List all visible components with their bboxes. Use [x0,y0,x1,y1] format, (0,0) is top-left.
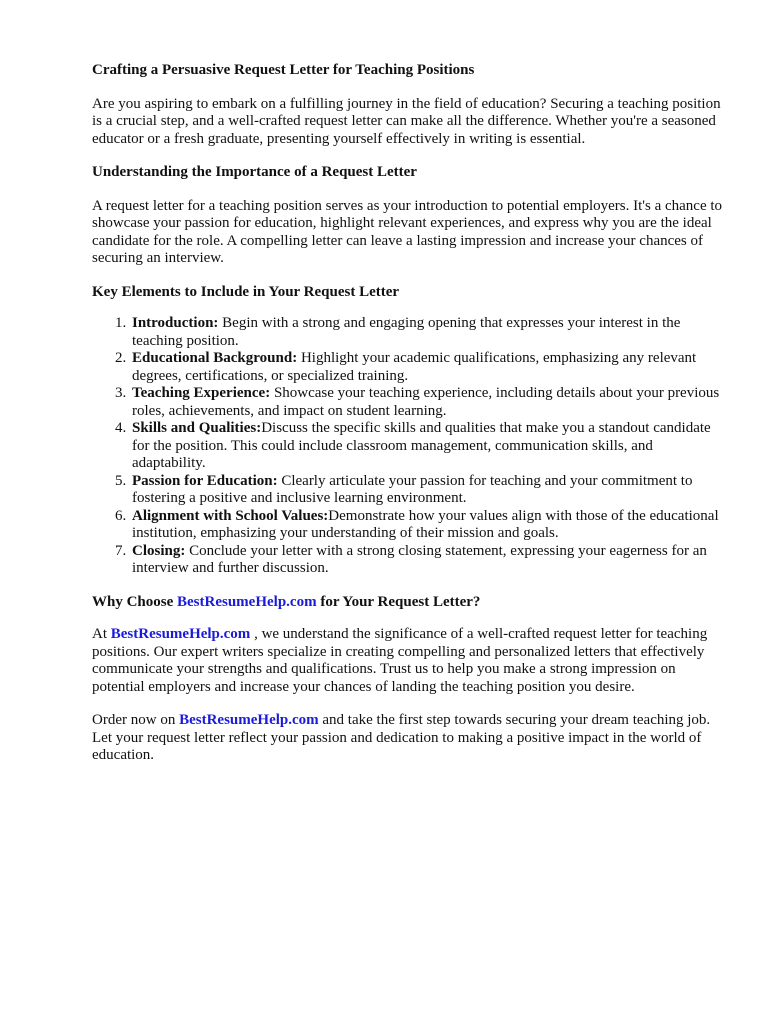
service-prefix: At [92,626,111,642]
intro-paragraph: Are you aspiring to embark on a fulfilling journey in the field of education? Securing a teaching position is a crucial step, and a well-crafted request letter can make all the difference. Whether you're a seasoned educator or a fresh graduate, presenting yourself effectively in writing is essential. [92,95,721,147]
elements-heading: Key Elements to Include in Your Request Letter [92,283,400,300]
list-item [130,473,728,508]
list-item [130,315,728,350]
elements-list [92,315,728,578]
why-heading-link[interactable]: BestResumeHelp.com [177,593,317,610]
list-item-text: Discuss the specific skills and qualities that make you a standout candidate for the position. This could include classroom management, communication skills, and adaptability. [132,420,711,471]
list-item-text: Showcase your teaching experience, including details about your previous roles, achievements, and impact on student learning. [132,385,720,419]
order-paragraph [92,712,728,765]
order-text: and take the first step towards securing your dream teaching job. Let your request letter reflect your passion and dedication to making a positive impact in the world of education. [92,712,711,763]
list-item-label: Educational Background: [132,350,298,366]
importance-heading: Understanding the Importance of a Request Letter [92,164,417,180]
list-item [130,350,728,385]
importance-paragraph: A request letter for a teaching position serves as your introduction to potential employers. It's a chance to showcase your passion for education, highlight relevant experiences, and express why you are the ideal candidate for the role. A compelling letter can leave a lasting impression and increase your chances of securing an interview. [92,197,723,266]
document-title: Crafting a Persuasive Request Letter for Teaching Positions [92,62,475,78]
order-link[interactable]: BestResumeHelp.com [179,712,319,728]
order-prefix: Order now on [92,712,180,728]
list-item-label: Teaching Experience: [132,385,271,401]
why-heading-suffix: for Your Request Letter? [316,593,481,610]
list-item-text: Demonstrate how your values align with those of the educational institution, emphasizing your understanding of their mission and goals. [132,507,719,541]
list-item-label: Passion for Education: [132,472,278,489]
list-item-label: Skills and Qualities: [132,420,262,436]
list-item-text: Begin with a strong and engaging opening that expresses your interest in the teaching position. [132,315,681,349]
service-paragraph [92,626,728,696]
service-text: , we understand the significance of a well-crafted request letter for teaching positions. Our expert writers specialize in creating compelling and personalized letters that effectively communicate your strengths and qualifications. Trust us to help you make a strong impression on potential employers and increase your chances of landing the teaching position you desire. [92,626,708,695]
list-item [130,543,728,578]
why-heading [92,594,728,612]
list-item [130,420,728,473]
why-heading-prefix: Why Choose [92,593,178,610]
list-item [130,385,728,420]
list-item-label: Alignment with School Values: [132,507,329,524]
list-item-text: Highlight your academic qualifications, emphasizing any relevant degrees, certifications, or specialized training. [132,350,697,384]
list-item-label: Closing: [132,542,186,559]
list-item-text: Conclude your letter with a strong closing statement, expressing your eagerness for an interview and further discussion. [132,542,707,576]
list-item-text: Clearly articulate your passion for teaching and your commitment to fostering a positive and inclusive learning environment. [132,472,693,506]
list-item-label: Introduction: [132,315,219,331]
service-link[interactable]: BestResumeHelp.com [110,626,251,642]
list-item [130,508,728,543]
